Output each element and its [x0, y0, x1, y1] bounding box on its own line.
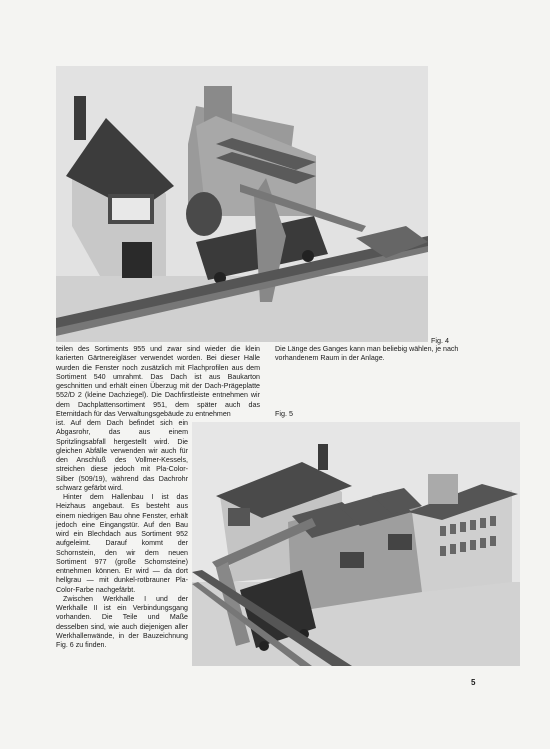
paragraph-3: Zwischen Werkhalle I und der Werkhalle II ist ein Verbindungsgang vorhanden. Die Teile und Maße desselben sind, wie auch diejenigen aller Werkhallenwände, in der Bauzeichnung Fig. 6 zu finden. [56, 594, 188, 649]
figure-4-caption: Fig. 4 [431, 336, 449, 345]
figure-5-caption: Fig. 5 [275, 409, 293, 418]
left-column-top-paragraph [56, 345, 260, 419]
right-column-paragraph [275, 345, 489, 364]
model-factory-halls-photo [192, 422, 520, 666]
paragraph-2: Hinter dem Hallenbau I ist das Heizhaus angebaut. Es besteht aus einem niedrigen Bau ohne Fenster, erhält jedoch eine Eingangstür. Auf den Bau wird ein Blechdach aus Sortiment 952 aufgeleimt. Darauf kommt der Schornstein, den wir dem neuen Sortiment 977 (große Schornsteine) entnehmen können. Er wird — da dort hellgrau — mit dunkel-rotbrauner Pla-Color-Farbe nachgefärbt. [56, 493, 188, 594]
paragraph-1-rest: ist. Auf dem Dach befindet sich ein Abgasrohr, das aus einem Spritzlingsabfall hergestellt wird. Die gleichen Abfälle verwenden wir auch für den Anschluß des Vollmer-Kessels, streichen diese jedoch mit Pla-Color-Silber (509/19), während das Dachrohr schwarz gefärbt wird. [56, 419, 188, 492]
page-number: 5 [471, 678, 476, 687]
right-paragraph-1: Die Länge des Ganges kann man beliebig wählen, je nach vorhandenem Raum in der Anlage. [275, 345, 459, 363]
paragraph-1-top: teilen des Sortiments 955 und zwar sind wieder die klein karierten Gärtnereigläser verwendet worden. Bei dieser Halle wurden die Fenster noch zusätzlich mit Flachprofilen aus dem Sortiment 540 umrahmt. Das Dach ist aus Baukarton geschnitten und erhält einen Überzug mit der Dach-Prägeplatte 552/D 2 (kleine Dachziegel). Die Dachfirstleiste entnehmen wir dem Dachplattensortiment 951, dem später auch das Eternitdach für das Verwaltungsgebäude zu entnehmen [56, 345, 260, 418]
left-column-lower-text [56, 419, 188, 650]
figure-5-photo [192, 422, 520, 666]
figure-4-photo [56, 66, 428, 342]
model-railway-factory-photo [56, 66, 428, 342]
